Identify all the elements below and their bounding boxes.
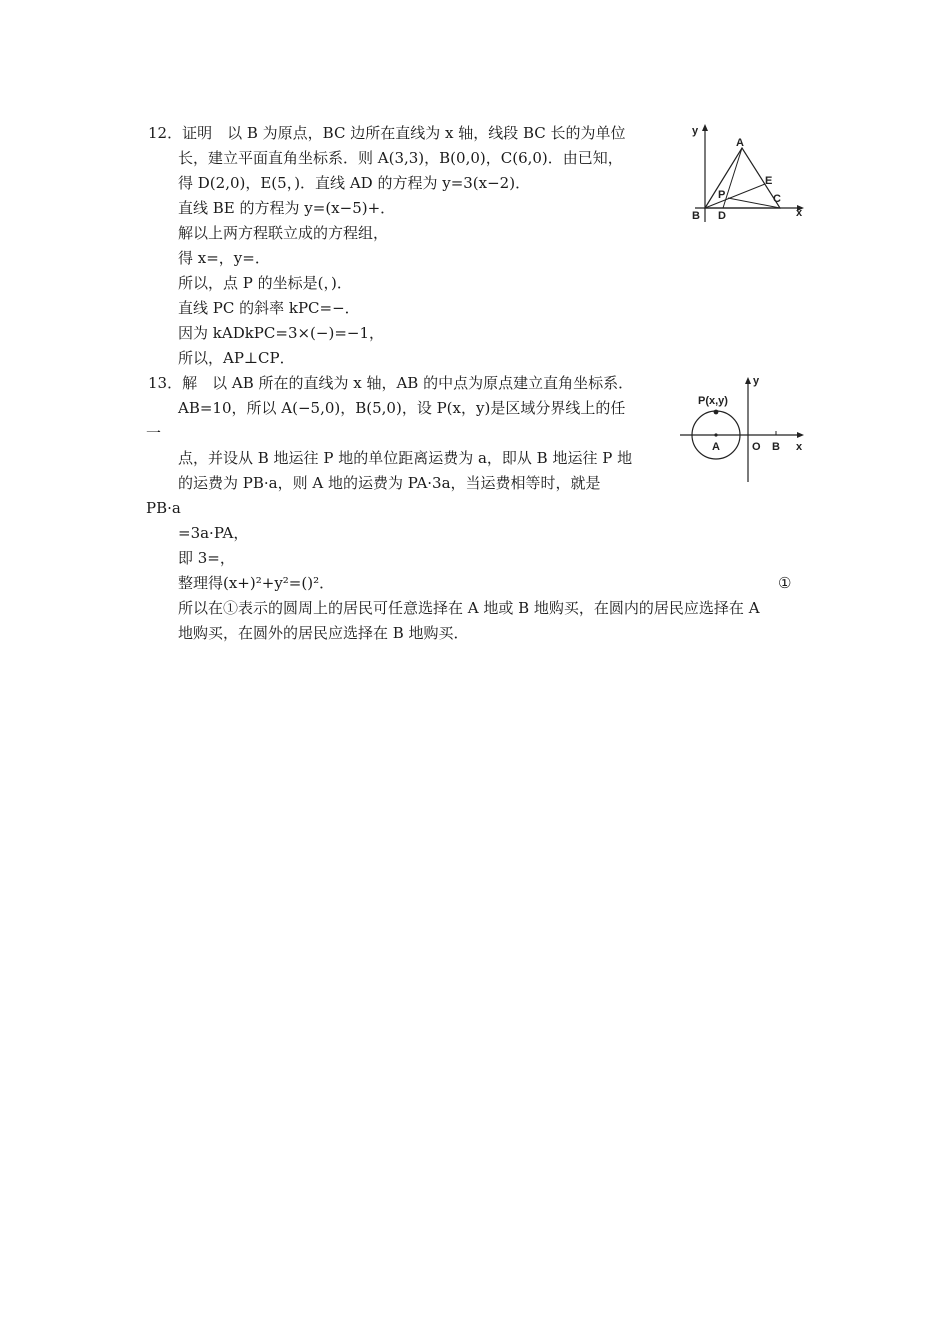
p13-line-8: 即 3=， [178,549,235,567]
p13-line-10: 所以在①表示的圆周上的居民可任意选择在 A 地或 B 地购买，在圆内的居民应选择在 A [178,599,760,617]
fig13-label-x: x [796,441,803,453]
p12-line-3: 得 D(2,0)，E(5，)．直线 AD 的方程为 y=3(x−2)． [178,174,531,192]
fig12-label-p: P [718,189,726,201]
triangle-figure [680,118,810,228]
fig12-label-b: B [692,210,700,222]
p12-line-5: 解以上两方程联立成的方程组， [178,224,389,242]
p13-line-5: 的运费为 PB·a，则 A 地的运费为 PA·3a，当运费相等时，就是 [178,474,601,492]
p13-line-9: 整理得(x+)²+y²=()²． [178,574,335,592]
p12-line-7: 所以，点 P 的坐标是(，)． [178,274,352,292]
circle-figure [676,374,810,484]
fig13-label-b: B [772,441,780,453]
p13-line-3: 一 [146,424,162,442]
p13-equation-marker: ① [778,574,792,592]
p13-line-7: =3a·PA， [178,524,249,542]
fig13-label-y: y [753,375,760,387]
fig13-label-p: P(x,y) [698,395,728,407]
fig12-label-y: y [692,125,699,137]
fig12-label-e: E [765,175,773,187]
p12-line-9: 因为 kADkPC=3×(−)=−1， [178,324,385,342]
p12-line-8: 直线 PC 的斜率 kPC=−． [178,299,360,317]
p13-line-2: AB=10，所以 A(−5,0)，B(5,0)，设 P(x，y)是区域分界线上的任 [178,399,626,417]
fig12-label-a: A [736,137,744,149]
fig12-label-x: x [796,207,803,219]
p13-line-4: 点，并设从 B 地运往 P 地的单位距离运费为 a，即从 B 地运往 P 地 [178,449,633,467]
p13-line-6: PB·a [146,499,181,517]
fig12-label-d: D [718,210,726,222]
p13-line-11: 地购买，在圆外的居民应选择在 B 地购买． [178,624,469,642]
fig12-label-c: C [773,193,781,205]
p13-line-1: 13．解 以 AB 所在的直线为 x 轴，AB 的中点为原点建立直角坐标系． [148,374,634,392]
p12-line-1: 12．证明 以 B 为原点，BC 边所在直线为 x 轴，线段 BC 长的为单位 [148,124,626,142]
p12-line-2: 长，建立平面直角坐标系．则 A(3,3)，B(0,0)，C(6,0)．由已知， [178,149,623,167]
fig13-label-a: A [712,441,720,453]
p12-line-6: 得 x=，y=． [178,249,270,267]
fig13-label-o: O [752,441,761,453]
p12-line-4: 直线 BE 的方程为 y=(x−5)+． [178,199,396,217]
p12-line-10: 所以，AP⊥CP． [178,349,295,367]
